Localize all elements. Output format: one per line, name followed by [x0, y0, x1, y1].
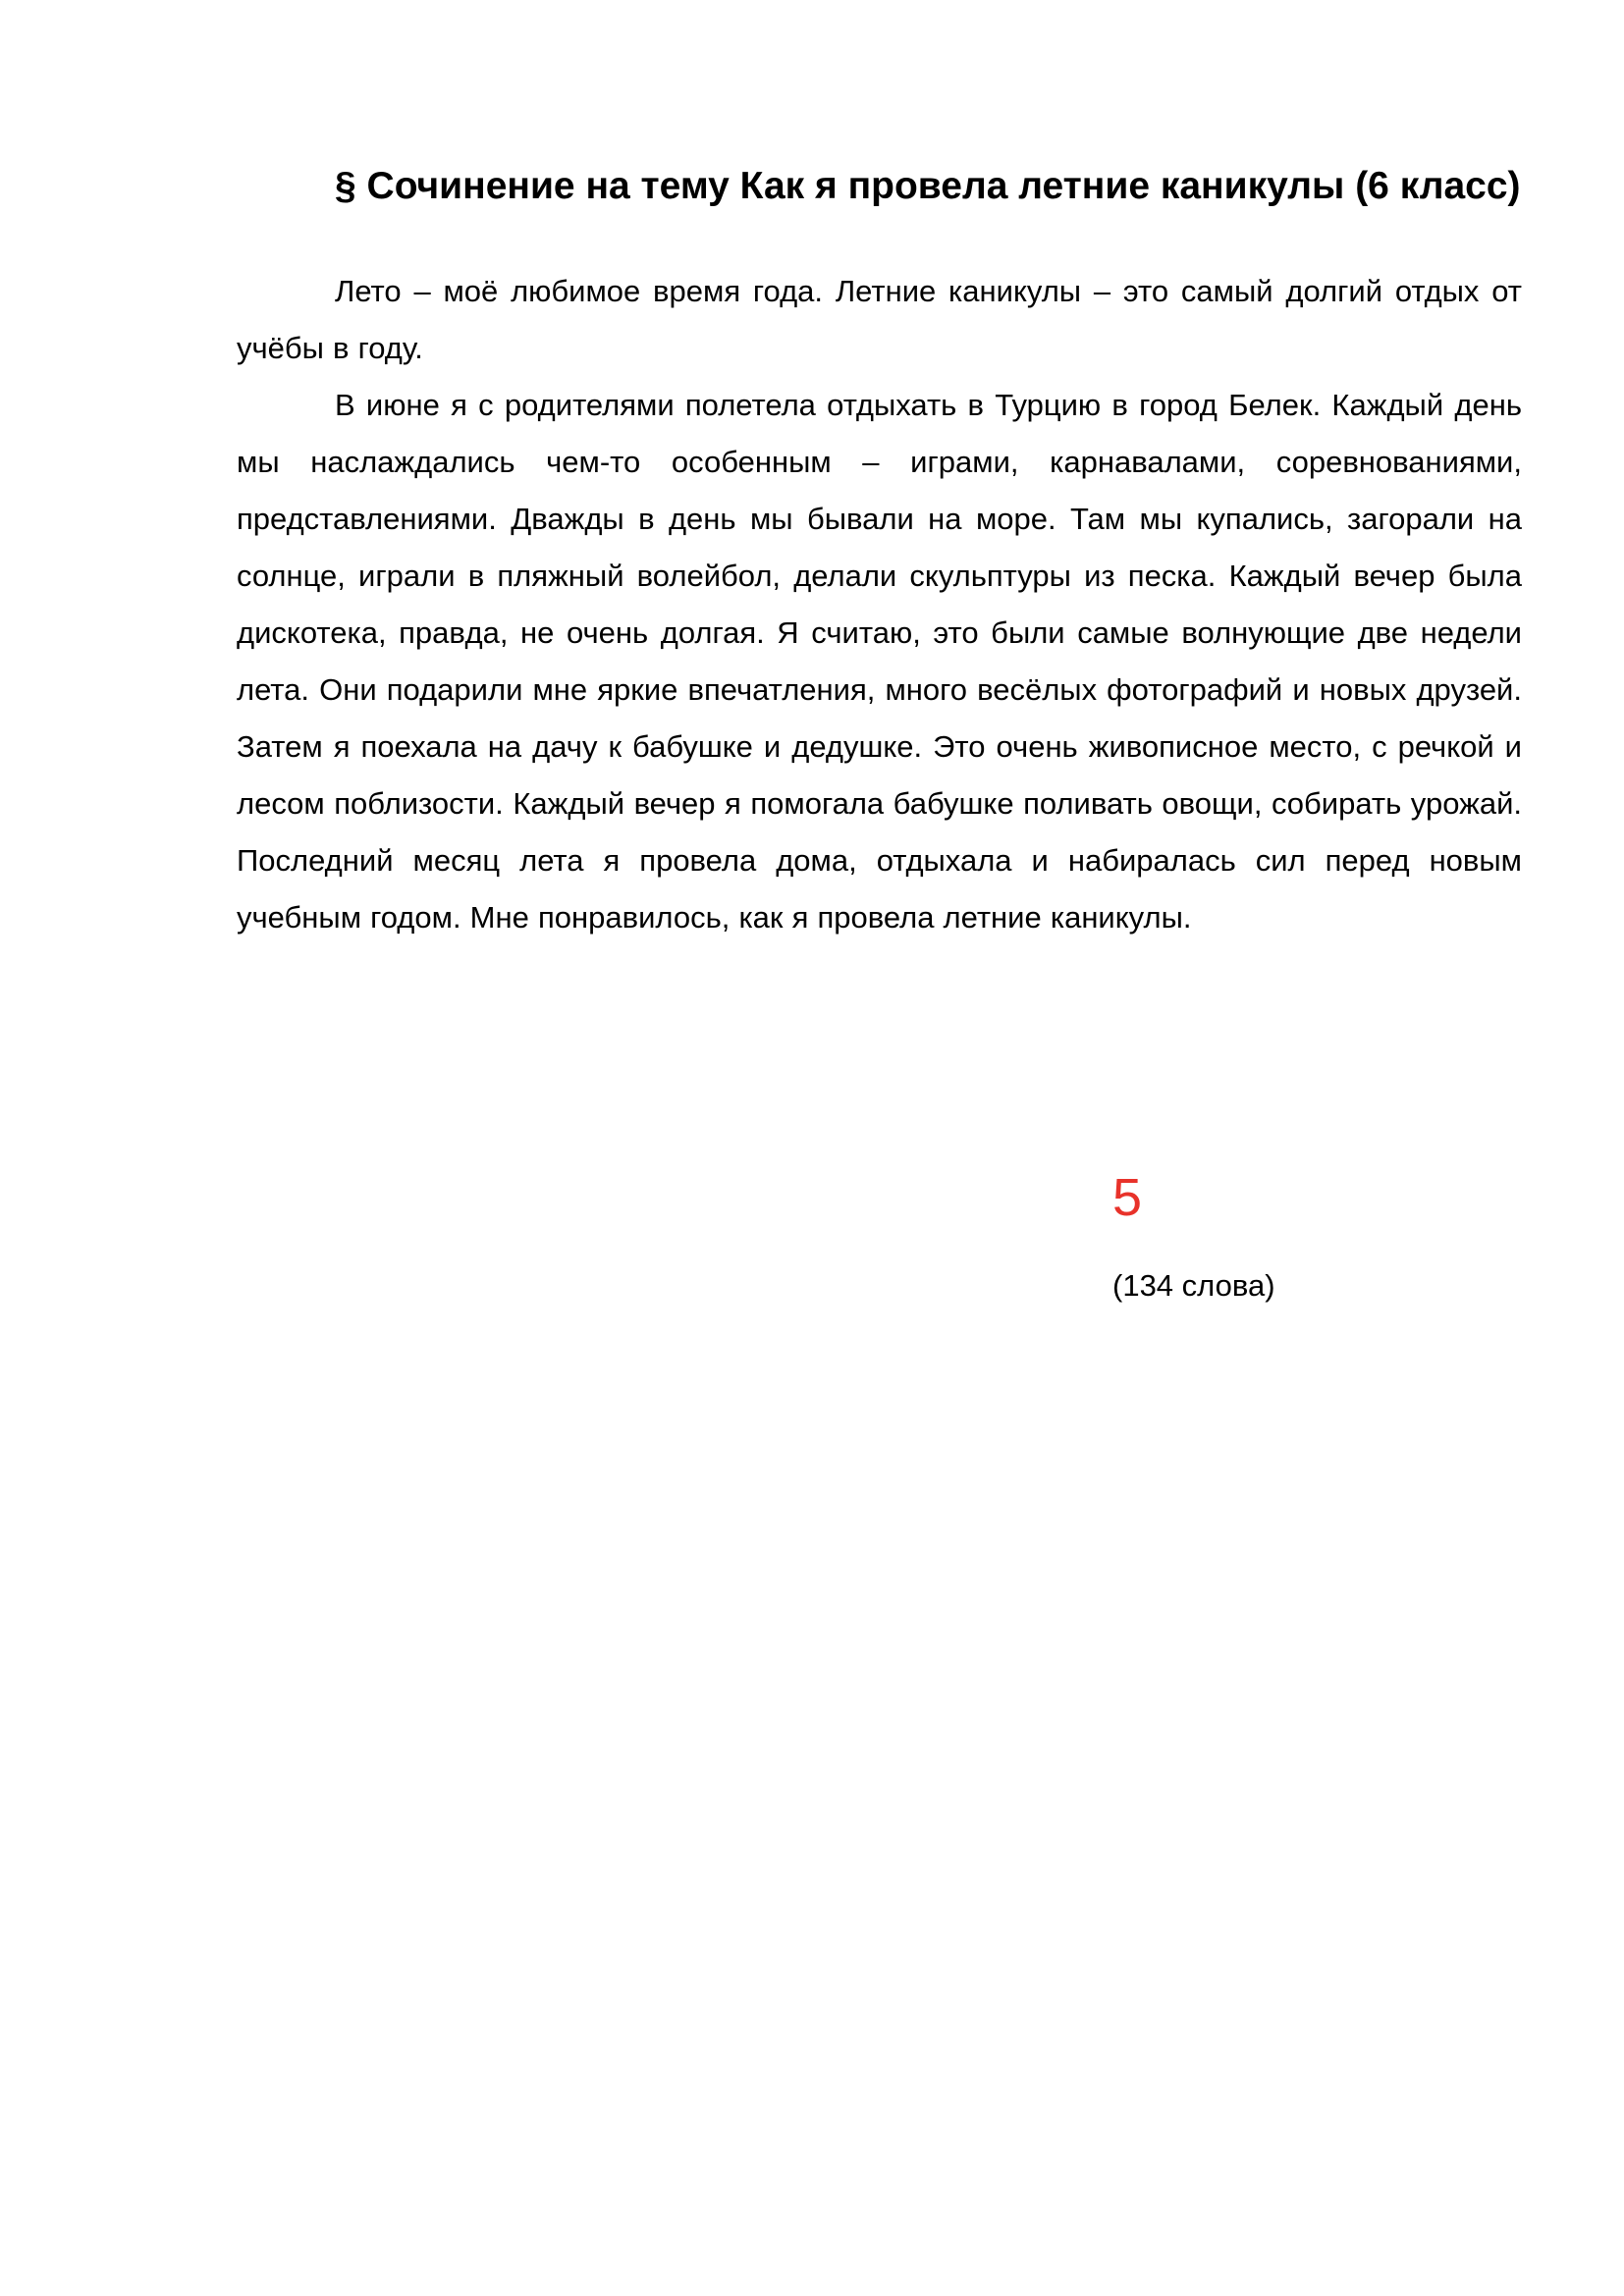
word-count: (134 слова): [1112, 1268, 1275, 1303]
paragraph-intro: Лето – моё любимое время года. Летние каникулы – это самый долгий отдых от учёбы в году.: [237, 274, 1522, 365]
paragraph-main: В июне я с родителями полетела отдыхать в Турцию в город Белек. Каждый день мы наслаждались чем-то особенным – играми, карнавалами, соревнованиями, представлениями. Дважды в день мы бывали на море. Там мы купались, загорали на солнце, играли в пляжный волейбол, делали скульптуры из песка. Каждый вечер была дискотека, правда, не очень долгая. Я считаю, это были самые волнующие две недели лета. Они подарили мне яркие впечатления, много весёлых фотографий и новых друзей. Затем я поехала на дачу к бабушке и дедушке. Это очень живописное место, с речкой и лесом поблизости. Каждый вечер я помогала бабушке поливать овощи, собирать урожай. Последний месяц лета я провела дома, отдыхала и набиралась сил перед новым учебным годом. Мне понравилось, как я провела летние каникулы.: [237, 388, 1522, 934]
document-title: § Сочинение на тему Как я провела летние каникулы (6 класс): [335, 165, 1521, 207]
document-body: [237, 263, 1522, 946]
grade-mark: 5: [1112, 1168, 1143, 1227]
document-content: [237, 147, 1522, 946]
